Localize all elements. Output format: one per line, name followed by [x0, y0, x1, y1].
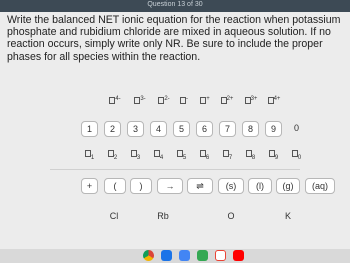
question-prompt: Write the balanced NET ionic equation for the reaction when potassium phosphate and rubidium chloride are mixed in aqueous solution. If no reaction occurs, simply write only NR. Be sure to include the proper phases for all species within the reaction.	[7, 14, 341, 63]
plus-key[interactable]: +	[81, 178, 98, 194]
subscript-5-key[interactable]: 5	[173, 146, 190, 162]
reaction-arrow-key[interactable]: →	[157, 178, 183, 194]
subscript-6-key[interactable]: 6	[196, 146, 213, 162]
files-icon[interactable]	[161, 250, 172, 261]
keypad-divider	[50, 169, 300, 170]
superscript-2minus-key[interactable]: 2-	[155, 92, 173, 108]
subscript-7-key[interactable]: 7	[219, 146, 236, 162]
digit-1-key[interactable]: 1	[81, 121, 98, 137]
digit-5-key[interactable]: 5	[173, 121, 190, 137]
right-paren-key[interactable]: )	[130, 178, 152, 194]
superscript-3plus-key[interactable]: 3+	[242, 92, 260, 108]
solid-phase-key[interactable]: (s)	[218, 178, 244, 194]
gmail-icon[interactable]	[215, 250, 226, 261]
subscript-3-key[interactable]: 3	[127, 146, 144, 162]
liquid-phase-key[interactable]: (l)	[248, 178, 272, 194]
equilibrium-arrow-key[interactable]: ⇌	[187, 178, 213, 194]
subscript-9-key[interactable]: 9	[265, 146, 282, 162]
subscript-1-key[interactable]: 1	[81, 146, 98, 162]
superscript-minus-key[interactable]: -	[176, 92, 192, 108]
subscript-4-key[interactable]: 4	[150, 146, 167, 162]
digit-9-key[interactable]: 9	[265, 121, 282, 137]
superscript-3minus-key[interactable]: 3-	[131, 92, 149, 108]
question-number: Question 13 of 30	[147, 1, 203, 8]
superscript-plus-key[interactable]: +	[197, 92, 213, 108]
superscript-4plus-key[interactable]: 4+	[265, 92, 283, 108]
gas-phase-key[interactable]: (g)	[276, 178, 300, 194]
superscript-4minus-key[interactable]: 4-	[106, 92, 124, 108]
aqueous-phase-key[interactable]: (aq)	[305, 178, 335, 194]
top-bar	[0, 0, 350, 12]
taskbar	[0, 249, 350, 263]
chrome-icon[interactable]	[143, 250, 154, 261]
subscript-0-key[interactable]: 0	[288, 146, 305, 162]
digit-2-key[interactable]: 2	[104, 121, 121, 137]
digit-3-key[interactable]: 3	[127, 121, 144, 137]
digit-8-key[interactable]: 8	[242, 121, 259, 137]
superscript-2plus-key[interactable]: 2+	[218, 92, 236, 108]
element-k-key[interactable]: K	[284, 211, 291, 221]
element-cl-key[interactable]: Cl	[109, 211, 119, 221]
element-o-key[interactable]: O	[227, 211, 235, 221]
digit-7-key[interactable]: 7	[219, 121, 236, 137]
digit-4-key[interactable]: 4	[150, 121, 167, 137]
subscript-8-key[interactable]: 8	[242, 146, 259, 162]
subscript-2-key[interactable]: 2	[104, 146, 121, 162]
digit-6-key[interactable]: 6	[196, 121, 213, 137]
digit-0-key[interactable]: 0	[293, 123, 299, 133]
docs-icon[interactable]	[179, 250, 190, 261]
left-paren-key[interactable]: (	[104, 178, 126, 194]
meet-icon[interactable]	[197, 250, 208, 261]
element-rb-key[interactable]: Rb	[157, 211, 169, 221]
youtube-icon[interactable]	[233, 250, 244, 261]
